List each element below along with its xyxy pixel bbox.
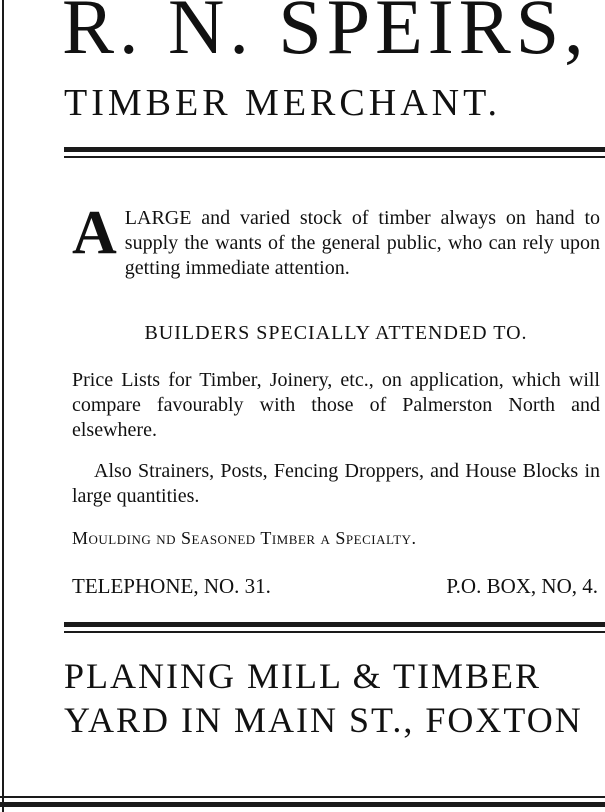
specialty-line: Moulding nd Seasoned Timber a Specialty.	[72, 528, 417, 548]
also-paragraph: Also Strainers, Posts, Fencing Droppers, and House Blocks in large quantities.	[72, 460, 600, 507]
bottom-rule-thick	[0, 802, 605, 807]
footer-rule-thin	[64, 631, 605, 633]
bottom-rule-thin	[0, 796, 605, 798]
intro-text: LARGE and varied stock of timber always on hand to supply the wants of the general public, who can rely upon getting immediate attention.	[124, 207, 600, 279]
telephone-number: TELEPHONE, NO. 31.	[72, 574, 271, 598]
header-rule-thin	[64, 156, 605, 158]
header-rule-thick	[64, 147, 605, 152]
price-lists-paragraph: Price Lists for Timber, Joinery, etc., on application, which will compare favourably with those of Palmerston North and elsewhere.	[72, 369, 600, 441]
merchant-name: R. N. SPEIRS,	[62, 0, 589, 70]
footer-line-1: PLANING MILL & TIMBER	[64, 656, 541, 696]
left-border-rule	[2, 0, 4, 812]
intro-paragraph	[72, 199, 600, 281]
intro-dropcap: A	[72, 199, 117, 267]
builders-line: BUILDERS SPECIALLY ATTENDED TO.	[144, 322, 528, 344]
footer-line-2: YARD IN MAIN ST., FOXTON	[64, 700, 583, 740]
footer-rule-thick	[64, 622, 605, 627]
contact-row	[72, 574, 600, 599]
merchant-trade: TIMBER MERCHANT.	[64, 82, 501, 124]
po-box-number: P.O. BOX, NO, 4.	[446, 574, 598, 598]
